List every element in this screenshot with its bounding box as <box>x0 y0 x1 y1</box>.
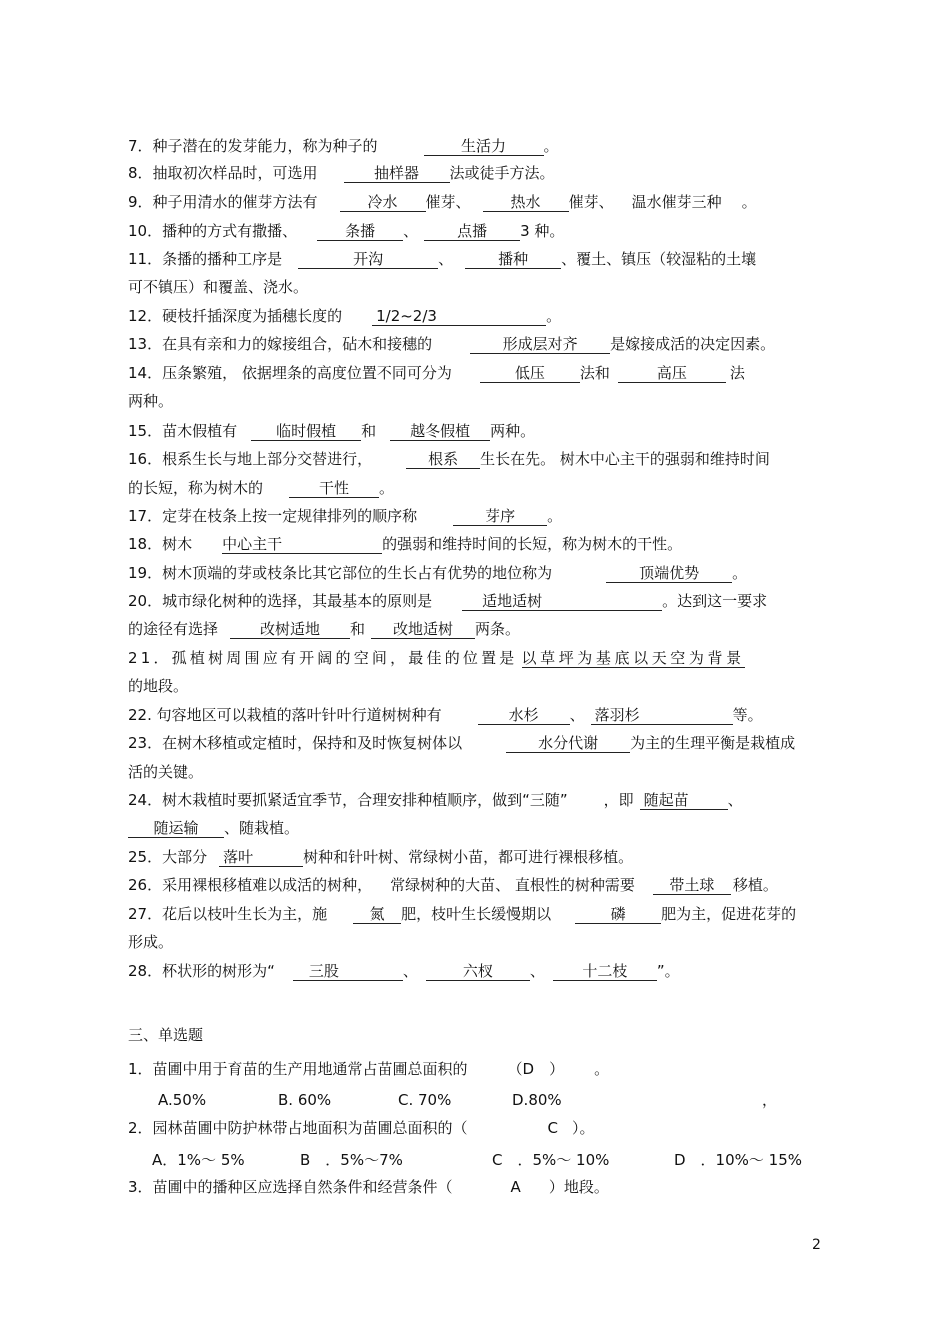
q8-tail: 法或徒手方法。 <box>449 164 555 182</box>
q9-mid-1: 催芽、 <box>425 193 471 211</box>
question-21 <box>128 648 745 668</box>
q10-tail: 3 种。 <box>520 222 565 240</box>
question-21-line2 <box>128 676 188 696</box>
q8-text: 8．抽取初次样品时，可选用 <box>128 164 318 182</box>
q18-answer: 中心主干 <box>222 535 382 554</box>
q17-tail: 。 <box>547 507 563 525</box>
q14-mid: 法和 <box>579 364 610 382</box>
q28-tail: ”。 <box>656 962 680 980</box>
q27-line2-text: 形成。 <box>128 933 174 951</box>
q23-tail: 为主的生理平衡是栽植成 <box>630 734 796 752</box>
q10-text: 10．播种的方式有撒播、 <box>128 222 298 240</box>
question-14-line2 <box>128 391 173 411</box>
q9-answer-2: 热水 <box>483 193 569 212</box>
q15-mid: 和 <box>361 422 377 440</box>
q15-tail: 两种。 <box>490 422 536 440</box>
q21-answer: 以草坪为基底以天空为背景 <box>521 649 745 667</box>
question-22 <box>128 705 763 725</box>
question-20 <box>128 591 767 611</box>
s3-answer: A <box>510 1178 521 1196</box>
q9-text: 9．种子用清水的催芽方法有 <box>128 193 318 211</box>
q22-tail: 等。 <box>732 706 763 724</box>
q7-tail: 。 <box>543 137 559 155</box>
section-heading <box>128 1025 203 1045</box>
question-27 <box>128 904 796 924</box>
q27-text: 27．花后以枝叶生长为主，施 <box>128 905 328 923</box>
q27-mid: 肥，枝叶生长缓慢期以 <box>401 905 552 923</box>
question-28 <box>128 961 680 981</box>
q11-answer-1: 开沟 <box>298 250 438 269</box>
q19-text: 19．树木顶端的芽或枝条比其它部位的生长占有优势的地位称为 <box>128 564 553 582</box>
question-24-line2 <box>128 818 299 838</box>
q24-answer-2: 随运输 <box>128 819 224 838</box>
q24-mid-1: 、 <box>727 791 743 809</box>
s1-option-a: A.50% <box>158 1091 207 1109</box>
q24-answer-1: 随起苗 <box>640 791 728 810</box>
q25-tail: 树种和针叶树、常绿树小苗，都可进行裸根移植。 <box>303 848 634 866</box>
q27-answer-2: 磷 <box>575 905 661 924</box>
q14-answer-1: 低压 <box>480 364 580 383</box>
q17-text: 17．定芽在枝条上按一定规律排列的顺序称 <box>128 507 418 525</box>
q9-answer-1: 冷水 <box>340 193 426 212</box>
question-12 <box>128 306 561 326</box>
s1-option-d: D.80% <box>512 1091 562 1109</box>
question-20-line2 <box>128 619 520 639</box>
question-16 <box>128 449 770 469</box>
q14-line2-text: 两种。 <box>128 392 174 410</box>
q9-mid-2: 催芽、 <box>568 193 614 211</box>
question-15 <box>128 421 535 441</box>
question-18 <box>128 534 682 554</box>
q23-text: 23．在树木移植或定植时，保持和及时恢复树体以 <box>128 734 463 752</box>
q10-answer-1: 条播 <box>317 222 403 241</box>
question-23 <box>128 733 795 753</box>
q27-tail: 肥为主，促进花芽的 <box>661 905 797 923</box>
q10-answer-2: 点播 <box>424 222 520 241</box>
q11-text: 11．条播的播种工序是 <box>128 250 283 268</box>
page-number: 2 <box>812 1237 821 1253</box>
q14-tail: 法 <box>729 364 745 382</box>
q28-answer-2: 六杈 <box>426 962 530 981</box>
s2-answer: C <box>547 1119 559 1137</box>
q24-text: 24．树木栽植时要抓紧适宜季节，合理安排种植顺序，做到“三随” <box>128 791 568 809</box>
q28-text: 28．杯状形的树形为“ <box>128 962 275 980</box>
question-17 <box>128 506 562 526</box>
q13-tail: 是嫁接成活的决定因素。 <box>610 335 776 353</box>
q28-answer-1: 三股 <box>293 962 403 981</box>
question-10 <box>128 221 564 241</box>
s1-options <box>158 1090 777 1110</box>
q26-text: 26．采用裸根移植难以成活的树种， <box>128 876 373 894</box>
q20-answer-3: 改地适树 <box>371 620 475 639</box>
q20-answer-1: 适地适树 <box>462 592 662 611</box>
q18-tail: 的强弱和维持时间的长短，称为树木的干性。 <box>382 535 683 553</box>
q16-tail: 。 <box>379 479 395 497</box>
s1-tail: 。 <box>594 1060 610 1078</box>
q20-text: 20．城市绿化树种的选择，其最基本的原则是 <box>128 592 433 610</box>
q20-line2-text: 的途径有选择 <box>128 620 219 638</box>
s1-option-c: C. 70% <box>398 1091 452 1109</box>
q16-text: 16．根系生长与地上部分交替进行， <box>128 450 373 468</box>
question-25 <box>128 847 633 867</box>
q28-answer-3: 十二枝 <box>553 962 657 981</box>
q25-text: 25．大部分 <box>128 848 208 866</box>
s1-comma: ， <box>762 1091 778 1109</box>
question-7 <box>128 136 559 156</box>
q12-tail: 。 <box>546 307 562 325</box>
s2-tail: ）。 <box>572 1119 595 1137</box>
q7-answer: 生活力 <box>424 137 544 156</box>
q11-line2-text: 可不镇压）和覆盖、浇水。 <box>128 278 309 296</box>
q8-answer: 抽样器 <box>344 164 450 183</box>
question-23-line2 <box>128 762 203 782</box>
single-choice-2 <box>128 1118 595 1138</box>
s2-option-a: A．1%～ 5% <box>152 1151 245 1169</box>
s1-answer: （D ） <box>507 1060 565 1078</box>
question-11-line2 <box>128 277 308 297</box>
q17-answer: 芽序 <box>453 507 547 526</box>
q11-tail: 、覆土、镇压（较湿粘的土壤 <box>561 250 757 268</box>
q27-answer-1: 氮 <box>353 905 401 924</box>
q24-mid-0: ，即 <box>603 791 634 809</box>
q20-mid-1: 。达到这一要求 <box>662 592 768 610</box>
q26-tail: 移植。 <box>732 876 778 894</box>
q9-tail-text: 温水催芽三种 <box>631 193 722 211</box>
s1-text: 1．苗圃中用于育苗的生产用地通常占苗圃总面积的 <box>128 1060 468 1078</box>
single-choice-3 <box>128 1177 609 1197</box>
q28-mid-2: 、 <box>529 962 545 980</box>
q21-line2-text: 的地段。 <box>128 677 189 695</box>
q14-text: 14．压条繁殖， 依据埋条的高度位置不同可分为 <box>128 364 452 382</box>
q12-text: 12．硬枝扦插深度为插穗长度的 <box>128 307 343 325</box>
question-24 <box>128 790 743 810</box>
q16-answer-2: 干性 <box>289 479 379 498</box>
q26-mid: 常绿树种的大苗、 直根性的树种需要 <box>390 876 635 894</box>
q11-mid: 、 <box>438 250 454 268</box>
q21-text: 21．孤植树周围应有开阔的空间，最佳的位置是 <box>128 649 518 667</box>
q28-mid-1: 、 <box>402 962 418 980</box>
q15-answer-1: 临时假植 <box>251 422 361 441</box>
q23-answer: 水分代谢 <box>506 734 630 753</box>
q15-answer-2: 越冬假植 <box>390 422 490 441</box>
q12-answer: 1/2~2/3 <box>372 307 546 326</box>
q24-tail: 、随栽植。 <box>224 819 300 837</box>
single-choice-1 <box>128 1059 609 1079</box>
question-13 <box>128 334 775 354</box>
s3-text: 3．苗圃中的播种区应选择自然条件和经营条件（ <box>128 1178 453 1196</box>
q18-text: 18．树木 <box>128 535 193 553</box>
q13-answer: 形成层对齐 <box>470 335 610 354</box>
question-11 <box>128 249 756 269</box>
question-26 <box>128 875 778 895</box>
q13-text: 13．在具有亲和力的嫁接组合，砧木和接穗的 <box>128 335 433 353</box>
q10-mid: 、 <box>403 222 419 240</box>
q22-answer-2: 落羽杉 <box>591 706 733 725</box>
question-8 <box>128 163 555 183</box>
q14-answer-2: 高压 <box>618 364 726 383</box>
s2-text: 2．园林苗圃中防护林带占地面积为苗圃总面积的（ <box>128 1119 468 1137</box>
q7-text: 7．种子潜在的发芽能力，称为种子的 <box>128 137 378 155</box>
q19-answer: 顶端优势 <box>606 564 732 583</box>
q22-mid: 、 <box>569 706 585 724</box>
s2-option-d: D ．10%～ 15% <box>674 1151 802 1169</box>
question-19 <box>128 563 747 583</box>
question-14 <box>128 363 745 383</box>
section-3-title: 三、单选题 <box>128 1026 204 1044</box>
q11-answer-2: 播种 <box>465 250 561 269</box>
q22-answer-1: 水杉 <box>478 706 570 725</box>
s2-option-c: C ．5%～ 10% <box>492 1151 610 1169</box>
s1-option-b: B. 60% <box>278 1091 332 1109</box>
s3-tail: ）地段。 <box>548 1178 609 1196</box>
q19-tail: 。 <box>732 564 748 582</box>
q22-text: 22. 句容地区可以栽植的落叶针叶行道树树种有 <box>128 706 442 724</box>
q20-tail: 两条。 <box>475 620 521 638</box>
q15-text: 15．苗木假植有 <box>128 422 238 440</box>
question-16-line2 <box>128 478 394 498</box>
question-27-line2 <box>128 932 173 952</box>
q23-line2-text: 活的关键。 <box>128 763 204 781</box>
q16-answer-1: 根系 <box>406 450 480 469</box>
q26-answer: 带土球 <box>653 876 731 895</box>
q25-answer: 落叶 <box>219 848 303 867</box>
s2-options <box>152 1150 802 1170</box>
q9-end: 。 <box>741 193 757 211</box>
q20-answer-2: 改树适地 <box>230 620 350 639</box>
q16-mid: 生长在先。 树木中心主干的强弱和维持时间 <box>480 450 770 468</box>
question-9 <box>128 192 757 212</box>
q16-line2-text: 的长短，称为树木的 <box>128 479 264 497</box>
s2-option-b: B ．5%～7% <box>300 1151 403 1169</box>
q20-mid-2: 和 <box>350 620 366 638</box>
